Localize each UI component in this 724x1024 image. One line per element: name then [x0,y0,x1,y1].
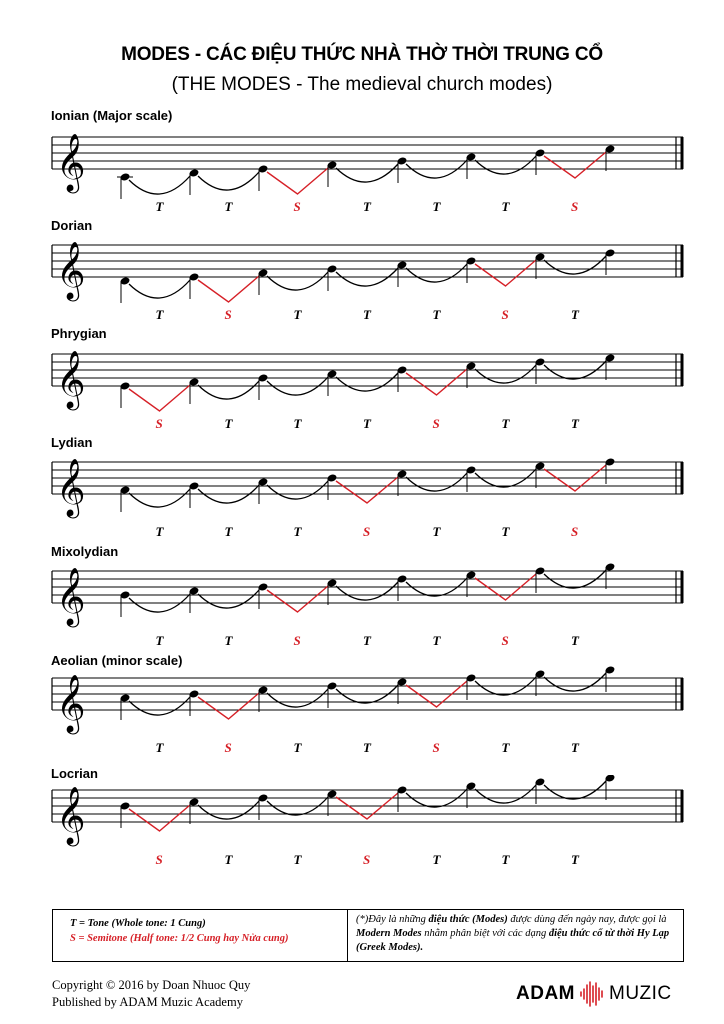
semitone-label: S [571,524,579,539]
legend-note-bold-2: Modern Modes [356,928,422,939]
staff-aeolian [0,663,724,763]
tone-label: T [363,416,371,431]
tone-label: T [155,633,164,648]
legend-semitone: S = Semitone (Half tone: 1/2 Cung hay Nửa cung) [70,933,289,944]
mode-name: Phrygian [51,326,107,341]
tone-arc [406,473,467,491]
legend-note-text-3: nhằm phân biệt với các dạng [421,928,549,939]
semitone-marker [129,385,190,411]
tone-label: T [432,307,441,322]
semitone-label: S [155,416,163,431]
tone-label: T [501,852,510,867]
semitone-label: S [224,740,232,755]
treble-clef-icon: 𝄞 [56,133,86,191]
treble-clef-icon: 𝄞 [56,674,86,732]
semitone-marker [475,260,536,286]
semitone-label: S [363,524,371,539]
semitone-marker [267,586,328,612]
treble-clef-icon: 𝄞 [56,350,86,408]
semitone-label: S [571,199,579,214]
legend-note-text-2: được dùng đến ngày nay, được gọi là [507,914,667,925]
tone-arc [544,256,606,274]
tone-label: T [155,199,164,214]
tone-label: T [224,416,233,431]
tone-arc [198,381,259,399]
legend-box [52,909,684,962]
staff-ionian [0,122,724,222]
tone-arc [267,272,328,290]
semitone-label: S [293,633,301,648]
tone-label: T [571,307,579,322]
tone-label: T [363,740,371,755]
treble-clef-icon: 𝄞 [56,567,86,625]
mode-name: Locrian [51,766,98,781]
tone-label: T [501,740,510,755]
tone-arc [336,582,398,600]
copyright-text: Copyright © 2016 by Doan Nhuoc Quy [52,978,251,992]
tone-arc [475,156,536,174]
mode-name: Ionian (Major scale) [51,108,173,123]
page-subtitle: (THE MODES - The medieval church modes) [171,74,553,95]
semitone-label: S [363,852,371,867]
staff-lydian [0,447,724,547]
sound-wave-icon [579,980,605,1008]
tone-label: T [432,633,441,648]
legend-note-bold-3: điệu thức cổ từ thời Hy Lạp (Greek Modes). [356,928,670,953]
staff-phrygian [0,339,724,439]
semitone-marker [406,369,467,395]
tone-label: T [363,199,371,214]
semitone-marker [267,168,328,194]
logo-adam: ADAM [516,983,575,1004]
tone-arc [544,673,606,691]
tone-arc [129,280,190,298]
publisher-text: Published by ADAM Muzic Academy [52,995,243,1009]
legend-note [348,910,683,961]
tone-label: T [571,740,579,755]
legend-note-bold-1: điệu thức (Modes) [428,914,508,925]
tone-label: T [432,524,441,539]
semitone-label: S [501,307,509,322]
tone-label: T [363,307,371,322]
semitone-label: S [293,199,301,214]
semitone-marker [544,152,606,178]
tone-label: T [293,852,302,867]
tone-label: T [432,199,441,214]
tone-label: T [501,199,510,214]
tone-label: T [293,307,302,322]
staff-dorian [0,230,724,330]
tone-arc [198,801,259,819]
semitone-label: S [432,740,440,755]
tone-label: T [293,524,302,539]
tone-label: T [501,524,510,539]
tone-label: T [293,416,302,431]
staff-mixolydian [0,556,724,656]
tone-label: T [224,852,233,867]
mode-name: Aeolian (minor scale) [51,653,183,668]
tone-label: T [224,199,233,214]
tone-label: T [224,524,233,539]
tone-arc [129,489,190,507]
tone-label: T [155,524,164,539]
tone-label: T [501,416,510,431]
tone-label: T [363,633,371,648]
semitone-marker [336,477,398,503]
tone-label: T [224,633,233,648]
semitone-marker [129,805,190,831]
tone-arc [475,365,536,383]
tone-label: T [571,633,579,648]
semitone-label: S [155,852,163,867]
tone-label: T [155,307,164,322]
logo-muzic: MUZIC [609,983,672,1004]
legend-note-text-1: (*)Đây là những [356,914,429,925]
tone-label: T [293,740,302,755]
semitone-marker [198,693,259,719]
adam-muzic-logo [516,979,672,1009]
treble-clef-icon: 𝄞 [56,458,86,516]
semitone-label: S [432,416,440,431]
semitone-label: S [501,633,509,648]
tone-label: T [432,852,441,867]
tone-label: T [571,852,579,867]
tone-arc [406,264,467,282]
tone-arc [475,785,536,803]
page-title: MODES - CÁC ĐIỆU THỨC NHÀ THỜ THỜI TRUNG CỔ [121,44,603,65]
tone-arc [129,176,190,194]
mode-name: Lydian [51,435,93,450]
copyright-block [52,977,250,1011]
tone-arc [198,172,259,190]
tone-arc [336,164,398,182]
tone-arc [267,689,328,707]
legend-tone: T = Tone (Whole tone: 1 Cung) [70,918,206,929]
treble-clef-icon: 𝄞 [56,241,86,299]
mode-name: Dorian [51,218,93,233]
staff-locrian [0,775,724,875]
tone-label: T [571,416,579,431]
semitone-marker [198,276,259,302]
treble-clef-icon: 𝄞 [56,786,86,844]
tone-arc [336,373,398,391]
semitone-label: S [224,307,232,322]
tone-label: T [155,740,164,755]
tone-arc [129,697,190,715]
tone-arc [198,590,259,608]
tone-arc [267,481,328,499]
legend-key [53,910,348,961]
mode-name: Mixolydian [51,544,119,559]
